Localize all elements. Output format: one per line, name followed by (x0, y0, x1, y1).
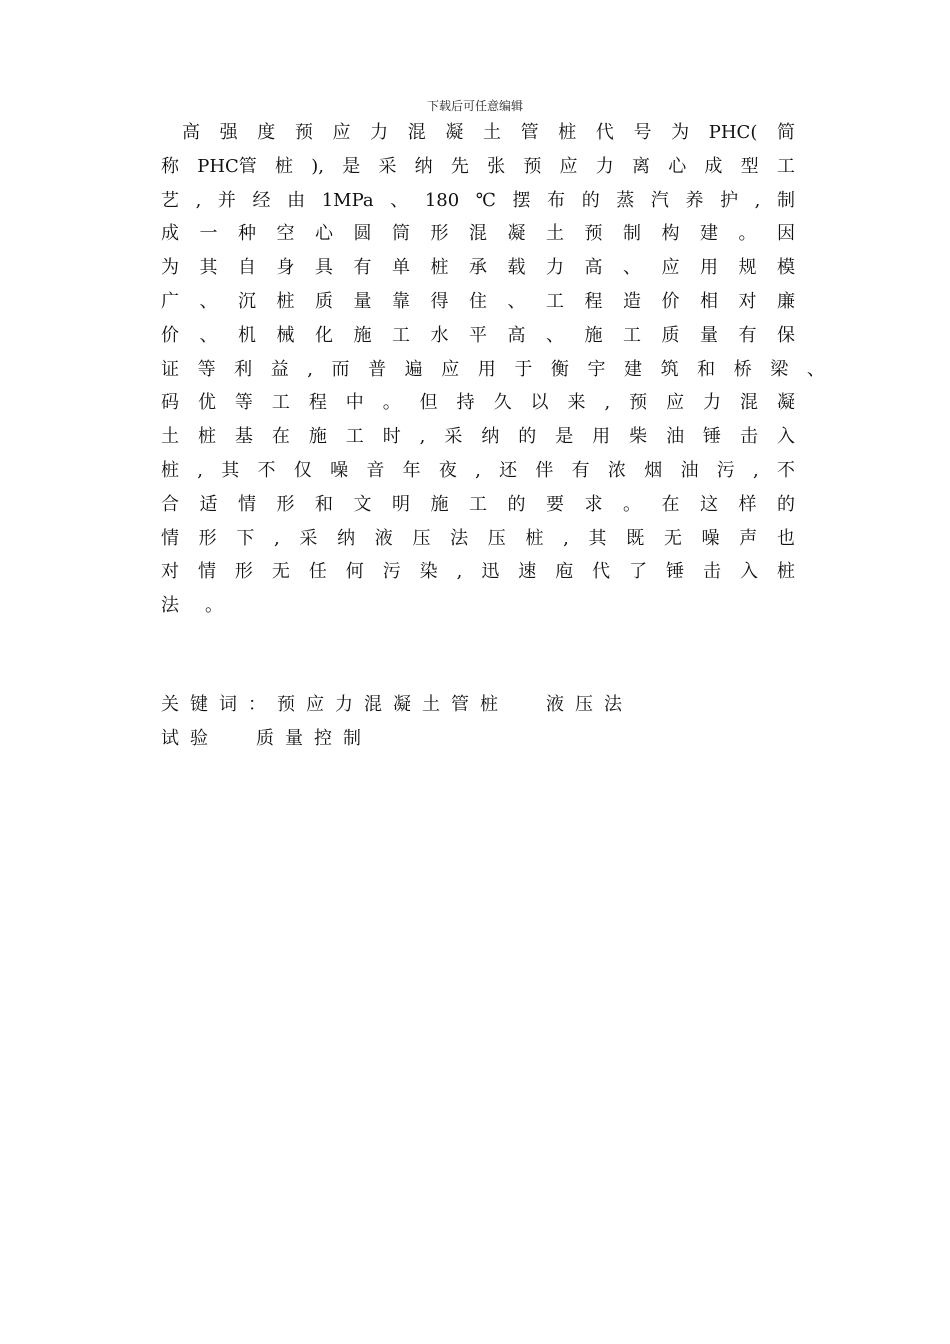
paragraph-token: 得 (430, 290, 449, 312)
paragraph-token: , (563, 527, 569, 549)
paragraph-token: 工 (271, 392, 290, 414)
paragraph-token: , (754, 189, 761, 211)
paragraph-token: 烟 (644, 459, 663, 481)
paragraph-token: 形 (276, 493, 295, 515)
paragraph-token: ℃ (475, 189, 496, 211)
paragraph-token: 张 (487, 155, 506, 177)
paragraph-token: 桩 (275, 155, 294, 177)
paragraph-token: 预 (584, 223, 603, 245)
paragraph-token: 污 (716, 459, 735, 481)
paragraph-token: 化 (315, 324, 333, 346)
paragraph-line (161, 555, 795, 589)
paragraph-token: 了 (629, 561, 648, 583)
paragraph-token: 庖 (555, 561, 574, 583)
keyword-token: 力 (335, 694, 353, 715)
paragraph-token: 身 (276, 257, 295, 279)
keyword-token: 管 (451, 694, 469, 715)
paragraph-token: 其 (199, 257, 218, 279)
paragraph-token: 情 (161, 527, 179, 549)
keyword-token: ： (248, 694, 266, 715)
paragraph-token: 对 (738, 290, 757, 312)
paragraph-token: 施 (353, 324, 372, 346)
paragraph-token: 纳 (337, 527, 356, 549)
paragraph-token: 成 (704, 155, 723, 177)
paragraph-token: 制 (776, 189, 795, 211)
paragraph-token: 要 (546, 493, 564, 515)
paragraph-token: 。 (623, 493, 641, 515)
paragraph-token: 噪 (330, 459, 349, 481)
paragraph-token: 自 (238, 257, 256, 279)
paragraph-token: 其 (221, 459, 240, 481)
paragraph-token: 质 (315, 290, 333, 312)
paragraph-token: 护 (720, 189, 739, 211)
paragraph-token: 凝 (776, 392, 795, 414)
paragraph-token: 和 (315, 493, 333, 515)
paragraph-token: 桩 (161, 459, 179, 481)
keyword-token: 试 (161, 728, 179, 749)
paragraph-token: 普 (368, 358, 387, 380)
paragraph-token: 平 (469, 324, 487, 346)
paragraph-token: 沉 (238, 290, 256, 312)
paragraph-token: 、 (390, 189, 409, 211)
paragraph-token: 、 (199, 324, 218, 346)
paragraph-token: 靠 (392, 290, 410, 312)
paragraph-token: 形 (234, 561, 253, 583)
paragraph-token: PHC管 (197, 155, 257, 177)
paragraph-token: 型 (740, 155, 759, 177)
paragraph-token: 称 (161, 155, 179, 177)
keyword-token: 量 (285, 728, 303, 749)
paragraph-token: 高 (507, 324, 526, 346)
paragraph-token: 工 (469, 493, 487, 515)
paragraph-token: 也 (776, 527, 795, 549)
paragraph-token: 在 (661, 493, 680, 515)
paragraph-token: 土 (161, 426, 179, 448)
paragraph-token: 摆 (512, 189, 531, 211)
paragraph-token: 工 (546, 290, 564, 312)
paragraph-token: 土 (546, 223, 564, 245)
paragraph-token: 何 (345, 561, 364, 583)
paragraph-token: PHC( (708, 122, 758, 143)
paragraph-token: 施 (584, 324, 603, 346)
paragraph-token: ), (311, 155, 324, 177)
paragraph-token: 用 (477, 358, 496, 380)
paragraph-token: 。 (382, 392, 401, 414)
paragraph-token: 下 (236, 527, 255, 549)
paragraph-token: 为 (161, 257, 179, 279)
paragraph-token: 伴 (535, 459, 554, 481)
paragraph-token: 梁 (770, 358, 789, 380)
paragraph-token: 音 (366, 459, 385, 481)
paragraph-token: 合 (161, 493, 179, 515)
paragraph-token: 形 (430, 223, 449, 245)
paragraph-token: 油 (680, 459, 699, 481)
keyword-token: 压 (575, 694, 593, 715)
paragraph-token: 明 (392, 493, 410, 515)
keywords-section (161, 688, 761, 756)
paragraph-token: 混 (739, 392, 758, 414)
paragraph-token: 证 (161, 358, 179, 380)
paragraph-token: 力 (546, 257, 564, 279)
paragraph-token: 规 (738, 257, 757, 279)
paragraph-token: 土 (483, 122, 501, 143)
paragraph-token: 价 (661, 290, 680, 312)
keyword-token: 凝 (393, 694, 411, 715)
paragraph-token: 柴 (629, 426, 648, 448)
paragraph-token: 码 (161, 392, 179, 414)
paragraph-token: 有 (738, 324, 757, 346)
paragraph-token: 力 (370, 122, 389, 143)
paragraph-token: 情 (238, 493, 256, 515)
paragraph-token: 、 (199, 290, 218, 312)
paragraph-token: 适 (199, 493, 218, 515)
paragraph-line (161, 420, 795, 454)
paragraph-token: , (419, 426, 426, 448)
keyword-token: 液 (546, 694, 564, 715)
paragraph-token: 蒸 (616, 189, 635, 211)
paragraph-token: 采 (444, 426, 463, 448)
paragraph-token: 高 (584, 257, 603, 279)
paragraph-token: 艺 (161, 189, 179, 211)
paragraph-token: 心 (668, 155, 687, 177)
paragraph-token: 号 (633, 122, 652, 143)
paragraph-line (161, 589, 795, 623)
header-note: 下载后可任意编辑 (426, 99, 523, 113)
paragraph-token: 机 (238, 324, 256, 346)
paragraph-token: 强 (219, 122, 238, 143)
paragraph-token: 时 (382, 426, 401, 448)
paragraph-token: 布 (547, 189, 566, 211)
paragraph-token: 纳 (481, 426, 500, 448)
paragraph-token: 承 (469, 257, 487, 279)
paragraph-token: 染 (419, 561, 438, 583)
paragraph-token: 桥 (733, 358, 752, 380)
paragraph-token: 迅 (481, 561, 500, 583)
paragraph-token: 击 (739, 426, 758, 448)
paragraph-token: 施 (308, 426, 327, 448)
paragraph-token: 混 (469, 223, 487, 245)
paragraph-token: 桩 (430, 257, 449, 279)
paragraph-token: 入 (776, 426, 795, 448)
paragraph-token: 、 (806, 358, 825, 380)
paragraph-token: , (604, 392, 611, 414)
paragraph-token: 建 (700, 223, 718, 245)
paragraph-token: 预 (294, 122, 313, 143)
paragraph-line (161, 488, 795, 522)
paragraph-token: 桩 (276, 290, 295, 312)
paragraph-token: 养 (685, 189, 704, 211)
paragraph-token: 既 (626, 527, 645, 549)
paragraph-token: 优 (197, 392, 216, 414)
paragraph-token: 桩 (197, 426, 216, 448)
paragraph-token: 的 (581, 189, 600, 211)
paragraph-token: 其 (588, 527, 607, 549)
keyword-token: 法 (604, 694, 622, 715)
paragraph-token: 无 (663, 527, 682, 549)
paragraph-line (161, 184, 795, 218)
paragraph-token: , (274, 527, 280, 549)
paragraph-token: 模 (777, 257, 795, 279)
paragraph-token: 年 (402, 459, 421, 481)
paragraph-token: 力 (595, 155, 614, 177)
paragraph-token: 应 (661, 257, 680, 279)
paragraph-token: 、 (546, 324, 564, 346)
paragraph-token: 液 (374, 527, 393, 549)
paragraph-token: , (307, 358, 313, 380)
paragraph-token: 凝 (445, 122, 464, 143)
paragraph-token: 仅 (293, 459, 312, 481)
paragraph-token: 击 (703, 561, 722, 583)
paragraph-token: 建 (624, 358, 643, 380)
paragraph-token: 质 (661, 324, 680, 346)
paragraph-token: 广 (161, 290, 179, 312)
paragraph-line (161, 353, 825, 387)
paragraph-token: 宇 (587, 358, 606, 380)
paragraph-token: 等 (197, 358, 216, 380)
paragraph-token: 压 (412, 527, 431, 549)
paragraph-token: 桩 (558, 122, 577, 143)
paragraph-token: 的 (507, 493, 526, 515)
paragraph-token: 先 (450, 155, 469, 177)
paragraph-token: 在 (271, 426, 290, 448)
paragraph-line (161, 454, 795, 488)
keyword-token: 控 (314, 728, 332, 749)
keyword-token: 词 (219, 694, 237, 715)
paragraph-token: 而 (331, 358, 350, 380)
paragraph-token: 程 (308, 392, 327, 414)
paragraph-token: , (475, 459, 481, 481)
paragraph-token: 工 (392, 324, 410, 346)
paragraph-token: 是 (342, 155, 361, 177)
paragraph-token: 入 (739, 561, 758, 583)
keyword-token: 应 (306, 694, 324, 715)
paragraph-token: 压 (487, 527, 506, 549)
paragraph-token: 因 (777, 223, 795, 245)
paragraph-token: 油 (666, 426, 685, 448)
paragraph-token: 由 (287, 189, 306, 211)
keyword-token: 预 (277, 694, 295, 715)
keyword-token: 键 (190, 694, 208, 715)
paragraph-token: 施 (430, 493, 449, 515)
paragraph-token: 成 (161, 223, 179, 245)
paragraph-token: 、 (507, 290, 526, 312)
paragraph-token: 汽 (650, 189, 669, 211)
keyword-token: 制 (343, 728, 361, 749)
paragraph-token: 不 (776, 459, 795, 481)
paragraph-token: , (195, 189, 202, 211)
paragraph-token: 一 (199, 223, 218, 245)
paragraph-token: 等 (234, 392, 253, 414)
paragraph-token: 遍 (404, 358, 423, 380)
paragraph-token: 量 (353, 290, 372, 312)
paragraph-token: 不 (257, 459, 276, 481)
paragraph-line (161, 150, 795, 184)
paragraph-token: 的 (777, 493, 795, 515)
paragraph-token: 应 (441, 358, 460, 380)
paragraph-token: , (197, 459, 203, 481)
paragraph-token: , (752, 459, 759, 481)
paragraph-token: 。 (205, 595, 223, 617)
keyword-token: 混 (364, 694, 382, 715)
paragraph-token: 种 (238, 223, 256, 245)
paragraph-token: 速 (518, 561, 537, 583)
paragraph-token: 污 (382, 561, 401, 583)
paragraph-token: 力 (703, 392, 722, 414)
paragraph-token: 混 (407, 122, 426, 143)
paragraph-token: 代 (595, 122, 614, 143)
keyword-token (219, 722, 245, 756)
paragraph-token: 180 (424, 189, 460, 211)
paragraph-token: 代 (592, 561, 611, 583)
paragraph-token: 廉 (777, 290, 795, 312)
paragraph-token: 利 (234, 358, 253, 380)
paragraph-token: 、 (623, 257, 641, 279)
paragraph-token: , (456, 561, 463, 583)
paragraph-token: 益 (270, 358, 289, 380)
paragraph-token: 工 (776, 155, 795, 177)
paragraph-token: 离 (631, 155, 650, 177)
paragraph-token: 空 (276, 223, 295, 245)
paragraph-line (161, 285, 795, 319)
paragraph-token: 中 (345, 392, 364, 414)
paragraph-token: 对 (161, 561, 179, 583)
paragraph-token: 住 (469, 290, 487, 312)
paragraph-token: 应 (559, 155, 578, 177)
paragraph-token: 载 (507, 257, 526, 279)
paragraph-token: 高 (182, 122, 200, 143)
paragraph-token: 预 (629, 392, 648, 414)
paragraph-token: 预 (523, 155, 542, 177)
paragraph-token: 锤 (703, 426, 722, 448)
paragraph-token: 采 (378, 155, 397, 177)
paragraph-token: 水 (430, 324, 449, 346)
paragraph-token: 用 (700, 257, 718, 279)
paragraph-token: 持 (456, 392, 475, 414)
paragraph-token: 这 (700, 493, 718, 515)
keyword-token: 质 (256, 728, 274, 749)
paragraph-line (161, 522, 795, 556)
keywords-line (161, 688, 761, 722)
paragraph-token: 造 (623, 290, 641, 312)
paragraph-line (161, 251, 795, 285)
paragraph-token: 应 (666, 392, 685, 414)
paragraph-token: 构 (661, 223, 680, 245)
paragraph-token: 筒 (392, 223, 410, 245)
paragraph-token: 的 (518, 426, 537, 448)
paragraph-token: 械 (276, 324, 295, 346)
paragraph-token: 衡 (550, 358, 569, 380)
paragraph-token: 法 (161, 595, 179, 617)
paragraph-token: 夜 (438, 459, 457, 481)
paragraph-token: 具 (315, 257, 333, 279)
paragraph-token: 保 (777, 324, 795, 346)
paragraph-token: 声 (739, 527, 758, 549)
paragraph-token: 有 (571, 459, 590, 481)
keyword-token (509, 688, 535, 722)
paragraph-token: 法 (450, 527, 469, 549)
paragraph-token: 于 (514, 358, 533, 380)
keyword-token: 验 (190, 728, 208, 749)
paragraph-line (161, 217, 795, 251)
paragraph-token: 桩 (525, 527, 544, 549)
keyword-token: 桩 (480, 694, 498, 715)
keywords-line (161, 722, 761, 756)
paragraph-token: 价 (161, 324, 179, 346)
paragraph-token: 度 (257, 122, 276, 143)
paragraph-token: 但 (419, 392, 438, 414)
paragraph-token: 圆 (353, 223, 372, 245)
paragraph-token: 制 (623, 223, 641, 245)
paragraph-token: 形 (198, 527, 217, 549)
paragraph-token: 采 (299, 527, 318, 549)
paragraph-line (161, 319, 795, 353)
paragraph-token: 浓 (607, 459, 626, 481)
paragraph-token: 是 (555, 426, 574, 448)
paragraph-token: 并 (217, 189, 236, 211)
paragraph-token: 久 (493, 392, 512, 414)
paragraph-token: 单 (392, 257, 410, 279)
paragraph-token: 锤 (666, 561, 685, 583)
paragraph-token: 文 (353, 493, 372, 515)
paragraph-token: 管 (520, 122, 539, 143)
paragraph-token: 和 (697, 358, 716, 380)
paragraph-token: 样 (738, 493, 757, 515)
paragraph-token: 无 (271, 561, 290, 583)
paragraph-token: 。 (738, 223, 757, 245)
paragraph-token: 简 (776, 122, 795, 143)
paragraph-token: 相 (700, 290, 718, 312)
paragraph-token: 情 (197, 561, 216, 583)
paragraph-token: 噪 (701, 527, 720, 549)
paragraph-token: 筑 (660, 358, 679, 380)
paragraph-token: 基 (234, 426, 253, 448)
keyword-token: 关 (161, 694, 179, 715)
paragraph-token: 1MPa (321, 189, 374, 211)
paragraph-token: 凝 (507, 223, 526, 245)
paragraph-token: 有 (353, 257, 372, 279)
paragraph-token: 桩 (776, 561, 795, 583)
paragraph-token: 用 (592, 426, 611, 448)
paragraph-line (161, 116, 795, 150)
paragraph-token: 求 (584, 493, 603, 515)
paragraph-token: 任 (308, 561, 327, 583)
paragraph-token: 工 (345, 426, 364, 448)
paragraph-token: 工 (623, 324, 641, 346)
paragraph-token: 为 (671, 122, 690, 143)
paragraph-token: 程 (584, 290, 603, 312)
paragraph-token: 来 (567, 392, 586, 414)
paragraph-line (161, 386, 795, 420)
body-paragraph (161, 116, 825, 623)
paragraph-token: 还 (499, 459, 518, 481)
keyword-token: 土 (422, 694, 440, 715)
paragraph-token: 应 (332, 122, 351, 143)
paragraph-token: 纳 (414, 155, 433, 177)
paragraph-token: 量 (700, 324, 718, 346)
paragraph-token: 经 (252, 189, 271, 211)
paragraph-token: 以 (530, 392, 549, 414)
paragraph-token: 心 (315, 223, 333, 245)
